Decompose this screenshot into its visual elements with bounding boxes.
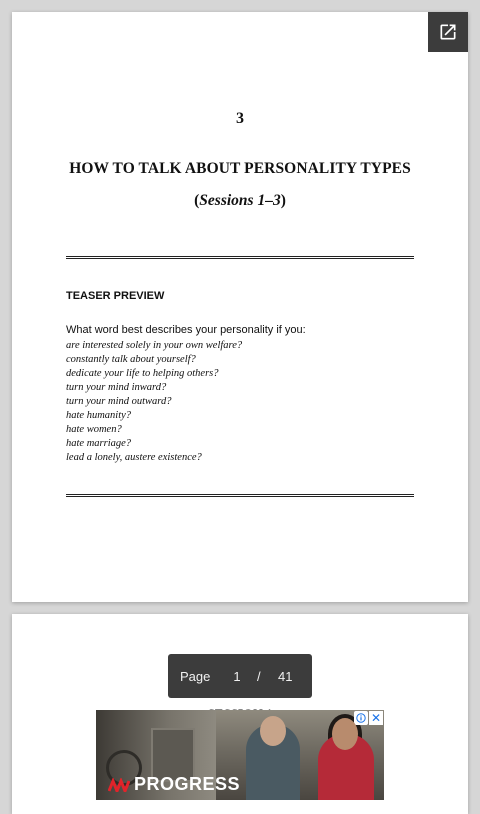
page-label: Page — [180, 669, 211, 684]
adchoices-icon[interactable] — [354, 711, 368, 725]
divider-top — [66, 256, 414, 259]
info-icon — [356, 713, 366, 723]
open-in-new-button[interactable] — [428, 12, 468, 52]
ad-brand — [108, 774, 240, 795]
teaser-list — [66, 339, 242, 465]
teaser-intro: What word best describes your personality if you: — [66, 324, 306, 336]
document-page-1 — [12, 12, 468, 602]
teaser-heading: TEASER PREVIEW — [66, 290, 165, 302]
list-item: hate women? — [66, 424, 122, 435]
ad-image-head-1 — [260, 716, 286, 746]
list-item: lead a lonely, austere existence? — [66, 452, 202, 463]
divider-bottom — [66, 494, 414, 497]
sessions-text: Sessions 1–3 — [199, 192, 281, 209]
list-item: dedicate your life to helping others? — [66, 368, 219, 379]
list-item: turn your mind inward? — [66, 382, 167, 393]
chapter-number: 3 — [236, 110, 244, 127]
close-icon[interactable]: ✕ — [370, 711, 382, 725]
current-page-number[interactable]: 1 — [233, 669, 241, 684]
list-item: turn your mind outward? — [66, 396, 172, 407]
open-in-new-icon — [438, 22, 458, 42]
page-separator: / — [257, 669, 261, 684]
chapter-title: HOW TO TALK ABOUT PERSONALITY TYPES — [69, 160, 411, 177]
ad-image-head-2 — [332, 718, 358, 750]
ad-brand-text: PROGRESS — [134, 774, 241, 794]
total-pages: 41 — [278, 669, 293, 684]
advertisement-banner[interactable] — [96, 710, 384, 800]
chapter-sessions: (Sessions 1–3) — [194, 192, 286, 209]
progress-logo-icon — [108, 778, 130, 792]
list-item: hate humanity? — [66, 410, 132, 421]
list-item: are interested solely in your own welfare? — [66, 340, 243, 351]
list-item: hate marriage? — [66, 438, 132, 449]
list-item: constantly talk about yourself? — [66, 354, 196, 365]
page-indicator — [168, 654, 312, 698]
